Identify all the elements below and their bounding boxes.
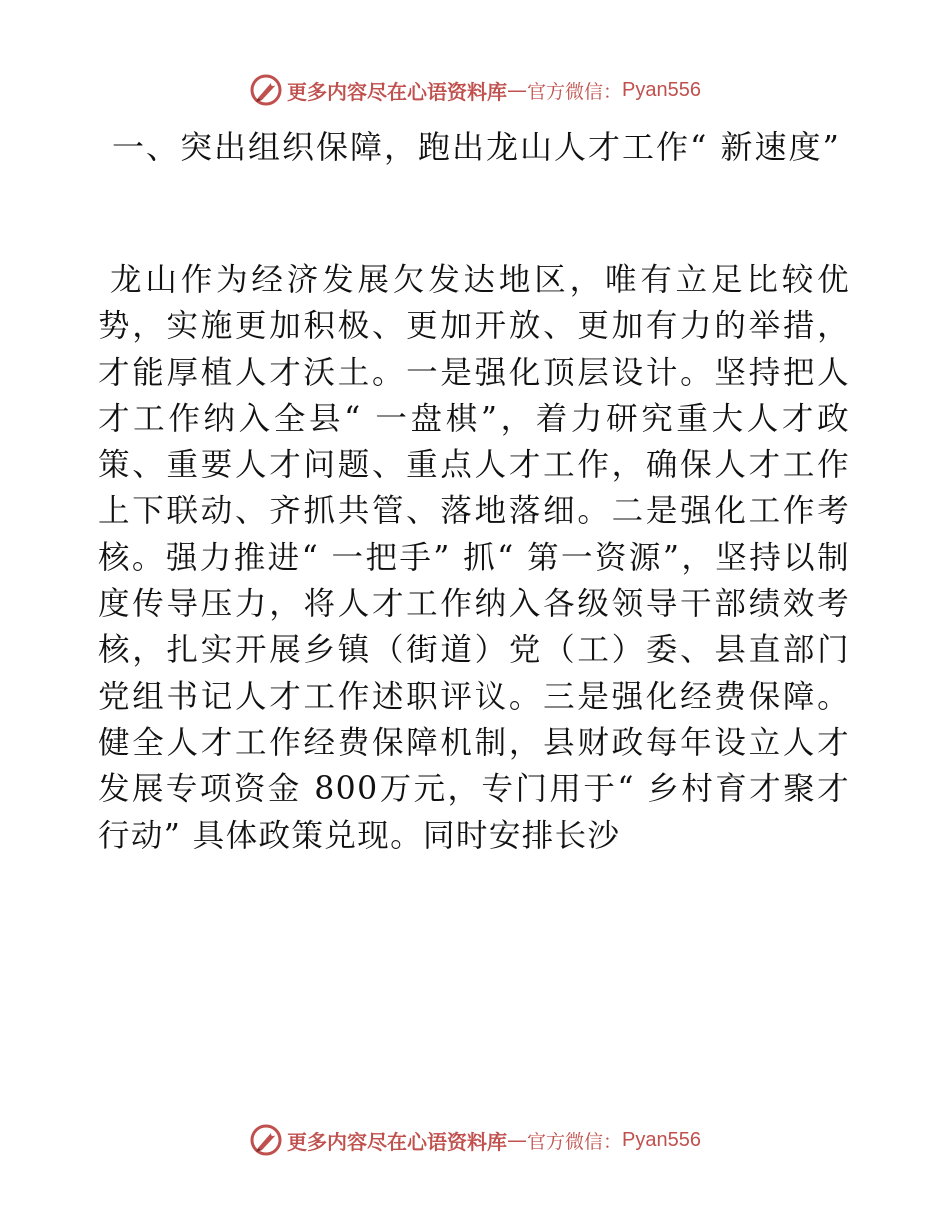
watermark-site-text: 更多内容尽在心语资料库 [287,79,507,104]
watermark-wechat-id: Pyan556 [622,78,701,101]
pen-logo-icon [249,1123,283,1157]
watermark-site-text: 更多内容尽在心语资料库 [287,1129,507,1154]
watermark-official-label: 官方微信： [527,1130,623,1153]
watermark-official-label: 官方微信： [527,80,623,103]
pen-logo-icon [249,73,283,107]
watermark-separator: — [507,1128,527,1152]
watermark-header [0,70,950,110]
section-heading: 一、突出组织保障，跑出龙山人才工作“ 新速度” [112,128,841,166]
watermark-footer [0,1120,950,1160]
watermark-separator: — [507,78,527,102]
body-paragraph: 龙山作为经济发展欠发达地区，唯有立足比较优势，实施更加积极、更加开放、更加有力的举措，才能厚植人才沃土。一是强化顶层设计。坚持把人才工作纳入全县“ 一盘棋”，着力研究重大人才政策、重要人才问题、重点人才工作，确保人才工作上下联动、齐抓共管、落地落细。二是强化工作考核。强力推进“ 一把手” 抓“ 第一资源”，坚持以制度传导压力，将人才工作纳入各级领导干部绩效考核，扎实开展乡镇（街道）党（工）委、县直部门党组书记人才工作述职评议。三是强化经费保障。健全人才工作经费保障机制，县财政每年设立人才发展专项资金 800万元，专门用于“ 乡村育才聚才行动” 具体政策兑现。同时安排长沙 [98,262,850,854]
watermark-wechat-id: Pyan556 [622,1128,701,1151]
